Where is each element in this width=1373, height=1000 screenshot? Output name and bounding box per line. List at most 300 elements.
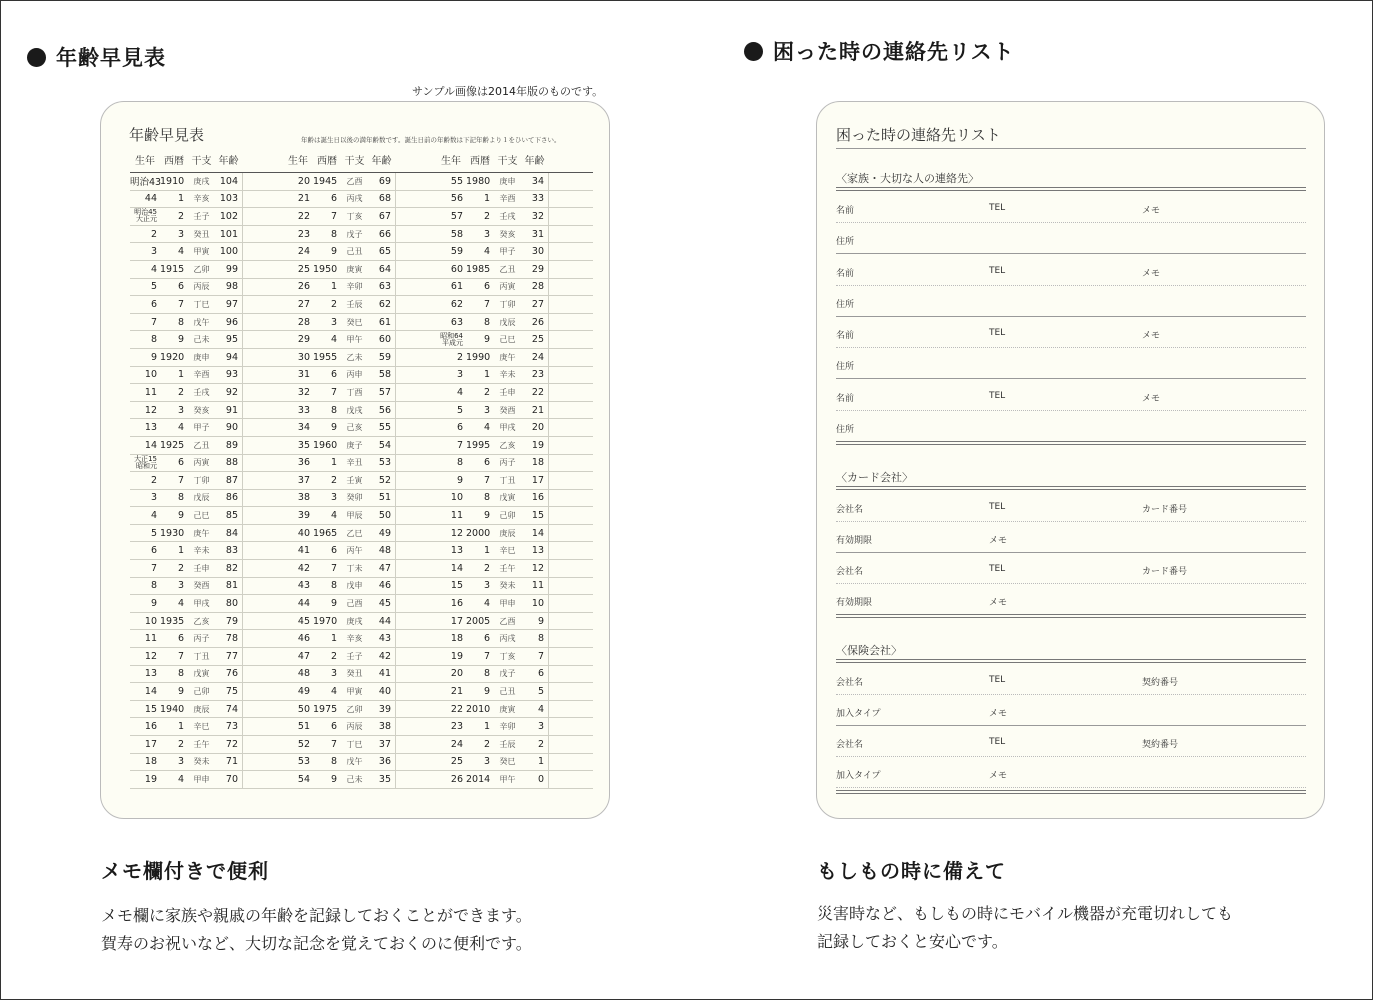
- western-year-cell: 7: [330, 210, 337, 222]
- memo-cell[interactable]: [548, 666, 593, 683]
- memo-cell[interactable]: [548, 525, 593, 542]
- memo-cell[interactable]: [242, 349, 287, 366]
- birth-year-cell: 23: [450, 721, 463, 733]
- western-year-cell: 1930: [160, 527, 185, 539]
- memo-cell[interactable]: [242, 279, 287, 296]
- age-row: [436, 578, 593, 596]
- birth-year-cell: 56: [450, 193, 463, 205]
- age-row: [130, 437, 287, 455]
- zodiac-cell: 辛丑: [346, 458, 363, 468]
- memo-cell[interactable]: [548, 490, 593, 507]
- memo-cell[interactable]: [242, 542, 287, 559]
- zodiac-cell: 辛亥: [346, 634, 363, 644]
- memo-cell[interactable]: [395, 578, 440, 595]
- memo-cell[interactable]: [395, 191, 440, 208]
- tel-label: TEL: [989, 564, 1006, 574]
- age-row: [283, 718, 440, 736]
- memo-cell[interactable]: [548, 736, 593, 753]
- birth-year-cell: 14: [144, 439, 157, 451]
- card-detail-row[interactable]: [836, 522, 1306, 553]
- memo-cell[interactable]: [242, 578, 287, 595]
- sample-note: サンプル画像は2014年版のものです。: [412, 85, 604, 98]
- tel-label: TEL: [989, 391, 1006, 401]
- western-year-cell: 4: [483, 246, 490, 258]
- memo-cell[interactable]: [548, 279, 593, 296]
- memo-cell[interactable]: [395, 507, 440, 524]
- zodiac-cell: 丙子: [193, 634, 210, 644]
- memo-label: メモ: [1142, 331, 1161, 341]
- western-year-cell: 8: [330, 404, 337, 416]
- age-cell: 86: [225, 492, 238, 504]
- zodiac-cell: 戊申: [346, 581, 363, 591]
- zodiac-cell: 乙酉: [346, 176, 363, 186]
- contact-list-title: 困った時の連絡先リスト: [836, 126, 1001, 144]
- age-cell: 19: [531, 439, 544, 451]
- birth-year-cell: 26: [450, 773, 463, 785]
- western-year-cell: 2: [483, 562, 490, 574]
- memo-cell[interactable]: [548, 754, 593, 771]
- memo-cell[interactable]: [242, 666, 287, 683]
- memo-cell[interactable]: [548, 208, 593, 225]
- western-year-cell: 9: [330, 422, 337, 434]
- header-cell: 生年: [441, 156, 461, 167]
- age-cell: 72: [225, 738, 238, 750]
- birth-year-cell: 37: [297, 474, 310, 486]
- birth-year-cell: 4: [150, 263, 157, 275]
- birth-year-cell: 26: [297, 281, 310, 293]
- memo-cell[interactable]: [242, 701, 287, 718]
- zodiac-cell: 己巳: [193, 511, 210, 521]
- western-year-cell: 7: [177, 474, 184, 486]
- contract-number-label: 契約番号: [1142, 678, 1179, 688]
- age-row: [436, 542, 593, 560]
- memo-cell[interactable]: [242, 455, 287, 472]
- zodiac-cell: 丙子: [499, 458, 516, 468]
- western-year-cell: 4: [483, 598, 490, 610]
- birth-year-cell: 23: [297, 228, 310, 240]
- memo-cell[interactable]: [395, 683, 440, 700]
- zodiac-cell: 壬辰: [499, 739, 516, 749]
- group-rule: [836, 659, 1306, 663]
- memo-cell[interactable]: [548, 296, 593, 313]
- birth-year-cell: 11: [450, 510, 463, 522]
- memo-cell[interactable]: [242, 314, 287, 331]
- memo-cell[interactable]: [395, 525, 440, 542]
- memo-cell[interactable]: [395, 331, 440, 348]
- memo-cell[interactable]: [242, 261, 287, 278]
- memo-cell[interactable]: [548, 648, 593, 665]
- memo-cell[interactable]: [242, 331, 287, 348]
- age-cell: 88: [225, 457, 238, 469]
- memo-cell[interactable]: [548, 542, 593, 559]
- memo-cell[interactable]: [395, 595, 440, 612]
- memo-cell[interactable]: [548, 191, 593, 208]
- memo-cell[interactable]: [548, 455, 593, 472]
- memo-cell[interactable]: [242, 243, 287, 260]
- memo-cell[interactable]: [242, 507, 287, 524]
- memo-cell[interactable]: [395, 560, 440, 577]
- age-cell: 76: [225, 668, 238, 680]
- western-year-cell: 4: [330, 334, 337, 346]
- memo-cell[interactable]: [395, 226, 440, 243]
- memo-cell[interactable]: [395, 173, 440, 190]
- birth-year-cell: 24: [297, 246, 310, 258]
- memo-cell[interactable]: [242, 683, 287, 700]
- age-row: [130, 666, 287, 684]
- zodiac-cell: 壬午: [499, 563, 516, 573]
- western-year-cell: 2: [177, 386, 184, 398]
- memo-cell[interactable]: [242, 630, 287, 647]
- birth-year-cell: 8: [150, 334, 157, 346]
- zodiac-cell: 甲申: [499, 599, 516, 609]
- age-row: [130, 349, 287, 367]
- zodiac-cell: 戊子: [346, 229, 363, 239]
- card-number-label: カード番号: [1142, 505, 1188, 515]
- age-chart-card: [100, 101, 610, 819]
- memo-cell[interactable]: [395, 542, 440, 559]
- birth-year-cell: 15: [144, 703, 157, 715]
- age-row: [283, 367, 440, 385]
- memo-cell[interactable]: [395, 736, 440, 753]
- zodiac-cell: 戊午: [346, 757, 363, 767]
- age-row: [436, 437, 593, 455]
- birth-year-cell: 58: [450, 228, 463, 240]
- western-year-cell: 1: [330, 457, 337, 469]
- insurance-row[interactable]: [836, 664, 1306, 695]
- age-row: [283, 701, 440, 719]
- age-row: [130, 578, 287, 596]
- memo-cell[interactable]: [395, 630, 440, 647]
- memo-cell[interactable]: [242, 648, 287, 665]
- western-year-cell: 1920: [160, 351, 185, 363]
- memo-cell[interactable]: [548, 349, 593, 366]
- address-row[interactable]: [836, 348, 1306, 379]
- memo-cell[interactable]: [395, 771, 440, 788]
- memo-cell[interactable]: [395, 296, 440, 313]
- age-cell: 13: [531, 545, 544, 557]
- memo-cell[interactable]: [548, 226, 593, 243]
- western-year-cell: 2: [483, 738, 490, 750]
- memo-cell[interactable]: [548, 367, 593, 384]
- birth-year-cell: 42: [297, 562, 310, 574]
- zodiac-cell: 己丑: [346, 247, 363, 257]
- memo-cell[interactable]: [548, 437, 593, 454]
- group-label-insurance: 〈保険会社〉: [836, 644, 902, 657]
- age-row: [283, 208, 440, 226]
- memo-cell[interactable]: [242, 754, 287, 771]
- zodiac-cell: 己酉: [346, 599, 363, 609]
- card-row[interactable]: [836, 553, 1306, 584]
- zodiac-cell: 丁丑: [499, 475, 516, 485]
- memo-cell[interactable]: [242, 191, 287, 208]
- age-row: [436, 525, 593, 543]
- memo-cell[interactable]: [548, 243, 593, 260]
- zodiac-cell: 庚戌: [193, 176, 210, 186]
- contact-row[interactable]: [836, 317, 1306, 348]
- memo-cell[interactable]: [548, 331, 593, 348]
- header-cell: 干支: [497, 156, 518, 167]
- age-row: [130, 384, 287, 402]
- age-cell: 82: [225, 562, 238, 574]
- zodiac-cell: 乙亥: [193, 616, 210, 626]
- memo-cell[interactable]: [395, 490, 440, 507]
- memo-cell[interactable]: [548, 507, 593, 524]
- group-label-card: 〈カード会社〉: [836, 471, 913, 484]
- memo-label: メモ: [1142, 394, 1161, 404]
- age-row: [130, 771, 287, 789]
- memo-cell[interactable]: [242, 736, 287, 753]
- memo-cell[interactable]: [242, 296, 287, 313]
- age-row: [283, 472, 440, 490]
- zodiac-cell: 辛巳: [193, 722, 210, 732]
- zodiac-cell: 甲戌: [499, 423, 516, 433]
- memo-cell[interactable]: [395, 701, 440, 718]
- left-feature-line-2: 賀寿のお祝いなど、大切な記念を覚えておくのに便利です。: [101, 934, 532, 953]
- insurance-detail-row[interactable]: [836, 757, 1306, 788]
- birth-year-cell: 11: [144, 633, 157, 645]
- zodiac-cell: 庚申: [193, 352, 210, 362]
- birth-year-cell: 15: [450, 580, 463, 592]
- zodiac-cell: 乙卯: [193, 264, 210, 274]
- age-cell: 26: [531, 316, 544, 328]
- birth-year-cell: 32: [297, 386, 310, 398]
- age-row: [436, 771, 593, 789]
- age-chart-section-title: [27, 42, 166, 72]
- memo-cell[interactable]: [395, 437, 440, 454]
- age-cell: 20: [531, 422, 544, 434]
- age-cell: 9: [537, 615, 544, 627]
- header-cell: 西暦: [470, 156, 490, 167]
- zodiac-cell: 甲子: [499, 247, 516, 257]
- birth-year-cell: 24: [450, 738, 463, 750]
- memo-cell[interactable]: [548, 402, 593, 419]
- age-cell: 11: [531, 580, 544, 592]
- contact-list-card: [816, 101, 1325, 819]
- age-row: [283, 331, 440, 349]
- memo-cell[interactable]: [242, 402, 287, 419]
- header-cell: 年齢: [524, 156, 545, 167]
- memo-cell[interactable]: [548, 683, 593, 700]
- zodiac-cell: 庚子: [346, 440, 363, 450]
- contact-row[interactable]: [836, 255, 1306, 286]
- age-row: [436, 560, 593, 578]
- western-year-cell: 3: [330, 492, 337, 504]
- western-year-cell: 3: [177, 404, 184, 416]
- age-cell: 60: [378, 334, 391, 346]
- zodiac-cell: 丁巳: [346, 739, 363, 749]
- birth-year-cell: 28: [297, 316, 310, 328]
- memo-cell[interactable]: [395, 349, 440, 366]
- memo-cell[interactable]: [242, 718, 287, 735]
- memo-cell[interactable]: [548, 261, 593, 278]
- memo-cell[interactable]: [242, 384, 287, 401]
- memo-cell[interactable]: [242, 595, 287, 612]
- memo-cell[interactable]: [548, 771, 593, 788]
- birth-year-cell: 47: [297, 650, 310, 662]
- western-year-cell: 2: [483, 210, 490, 222]
- age-row: [130, 613, 287, 631]
- age-cell: 81: [225, 580, 238, 592]
- memo-cell[interactable]: [395, 384, 440, 401]
- age-cell: 97: [225, 298, 238, 310]
- memo-cell[interactable]: [242, 419, 287, 436]
- western-year-cell: 1915: [160, 263, 185, 275]
- birth-year-cell: 39: [297, 510, 310, 522]
- memo-cell[interactable]: [242, 613, 287, 630]
- card-detail-row[interactable]: [836, 584, 1306, 615]
- memo-cell[interactable]: [242, 490, 287, 507]
- age-row: [130, 243, 287, 261]
- memo-cell[interactable]: [548, 613, 593, 630]
- memo-cell[interactable]: [548, 578, 593, 595]
- age-cell: 100: [219, 246, 238, 258]
- memo-cell[interactable]: [548, 701, 593, 718]
- memo-cell[interactable]: [548, 472, 593, 489]
- memo-cell[interactable]: [242, 472, 287, 489]
- zodiac-cell: 庚寅: [499, 704, 516, 714]
- birth-year-cell: 14: [144, 686, 157, 698]
- age-cell: 103: [219, 193, 238, 205]
- birth-year-cell: 10: [144, 615, 157, 627]
- memo-cell[interactable]: [242, 367, 287, 384]
- age-cell: 61: [378, 316, 391, 328]
- address-label: 住所: [836, 362, 855, 372]
- memo-cell[interactable]: [242, 771, 287, 788]
- memo-cell[interactable]: [395, 419, 440, 436]
- age-cell: 38: [378, 721, 391, 733]
- memo-cell[interactable]: [395, 472, 440, 489]
- memo-cell[interactable]: [395, 243, 440, 260]
- zodiac-cell: 乙丑: [499, 264, 516, 274]
- age-cell: 28: [531, 281, 544, 293]
- birth-year-cell: 30: [297, 351, 310, 363]
- zodiac-cell: 癸未: [499, 581, 516, 591]
- memo-cell[interactable]: [548, 314, 593, 331]
- age-cell: 0: [537, 773, 544, 785]
- age-row: [436, 367, 593, 385]
- name-label: 名前: [836, 331, 855, 341]
- memo-cell[interactable]: [395, 279, 440, 296]
- memo-cell[interactable]: [242, 208, 287, 225]
- memo-cell[interactable]: [395, 402, 440, 419]
- address-row[interactable]: [836, 286, 1306, 317]
- age-row: [283, 402, 440, 420]
- memo-cell[interactable]: [395, 367, 440, 384]
- age-cell: 51: [378, 492, 391, 504]
- birth-year-cell: 6: [456, 422, 463, 434]
- memo-cell[interactable]: [548, 718, 593, 735]
- zodiac-cell: 癸卯: [346, 493, 363, 503]
- birth-year-cell: 2: [150, 228, 157, 240]
- insurance-row[interactable]: [836, 726, 1306, 757]
- age-cell: 25: [531, 334, 544, 346]
- address-row[interactable]: [836, 223, 1306, 254]
- age-chart-description: 年齢は誕生日以後の満年齢数です。誕生日前の年齢数は下記年齢より１をひいて下さい。: [301, 136, 561, 144]
- age-row: [436, 402, 593, 420]
- birth-year-cell: 10: [450, 492, 463, 504]
- memo-cell[interactable]: [242, 560, 287, 577]
- memo-cell[interactable]: [395, 261, 440, 278]
- birth-year-cell: 59: [450, 246, 463, 258]
- zodiac-cell: 庚辰: [499, 528, 516, 538]
- contact-row[interactable]: [836, 192, 1306, 223]
- memo-cell[interactable]: [242, 437, 287, 454]
- age-cell: 14: [531, 527, 544, 539]
- age-cell: 1: [537, 756, 544, 768]
- address-row[interactable]: [836, 411, 1306, 442]
- birth-year-cell: 20: [297, 175, 310, 187]
- contact-row[interactable]: [836, 380, 1306, 411]
- birth-year-cell: 2: [456, 351, 463, 363]
- memo-cell[interactable]: [548, 560, 593, 577]
- western-year-cell: 7: [483, 650, 490, 662]
- age-row: [130, 525, 287, 543]
- age-row: [436, 419, 593, 437]
- age-cell: 87: [225, 474, 238, 486]
- age-row: [283, 419, 440, 437]
- age-row: [130, 455, 287, 473]
- memo-cell[interactable]: [548, 173, 593, 190]
- western-year-cell: 3: [483, 756, 490, 768]
- western-year-cell: 6: [177, 633, 184, 645]
- age-cell: 2: [537, 738, 544, 750]
- zodiac-cell: 壬辰: [346, 299, 363, 309]
- memo-cell[interactable]: [395, 754, 440, 771]
- memo-cell[interactable]: [395, 718, 440, 735]
- memo-cell[interactable]: [242, 525, 287, 542]
- memo-cell[interactable]: [242, 173, 287, 190]
- age-cell: 55: [378, 422, 391, 434]
- age-cell: 31: [531, 228, 544, 240]
- insurance-detail-row[interactable]: [836, 695, 1306, 726]
- birth-year-cell: 57: [450, 210, 463, 222]
- memo-cell[interactable]: [395, 208, 440, 225]
- memo-cell[interactable]: [548, 630, 593, 647]
- memo-cell[interactable]: [395, 666, 440, 683]
- birth-year-cell: 21: [297, 193, 310, 205]
- memo-cell[interactable]: [548, 595, 593, 612]
- age-cell: 101: [219, 228, 238, 240]
- age-row: [283, 613, 440, 631]
- birth-year-cell: 44: [144, 193, 157, 205]
- western-year-cell: 7: [177, 650, 184, 662]
- memo-cell[interactable]: [395, 613, 440, 630]
- card-row[interactable]: [836, 491, 1306, 522]
- birth-year-cell: 9: [456, 474, 463, 486]
- tel-label: TEL: [989, 737, 1006, 747]
- birth-year-cell: 60: [450, 263, 463, 275]
- western-year-cell: 2: [177, 738, 184, 750]
- group-rule: [836, 187, 1306, 191]
- memo-cell[interactable]: [548, 384, 593, 401]
- age-chart-section-title-text: 年齢早見表: [56, 46, 166, 70]
- age-row: [436, 173, 593, 191]
- age-row: [436, 613, 593, 631]
- zodiac-cell: 辛巳: [499, 546, 516, 556]
- memo-cell[interactable]: [395, 455, 440, 472]
- western-year-cell: 6: [330, 193, 337, 205]
- memo-cell[interactable]: [395, 648, 440, 665]
- memo-cell[interactable]: [242, 226, 287, 243]
- western-year-cell: 1: [483, 193, 490, 205]
- expiry-label: 有効期限: [836, 536, 873, 546]
- age-row: [436, 314, 593, 332]
- memo-cell[interactable]: [548, 419, 593, 436]
- age-row: [436, 701, 593, 719]
- memo-cell[interactable]: [395, 314, 440, 331]
- zodiac-cell: 戊戌: [346, 405, 363, 415]
- age-cell: 39: [378, 703, 391, 715]
